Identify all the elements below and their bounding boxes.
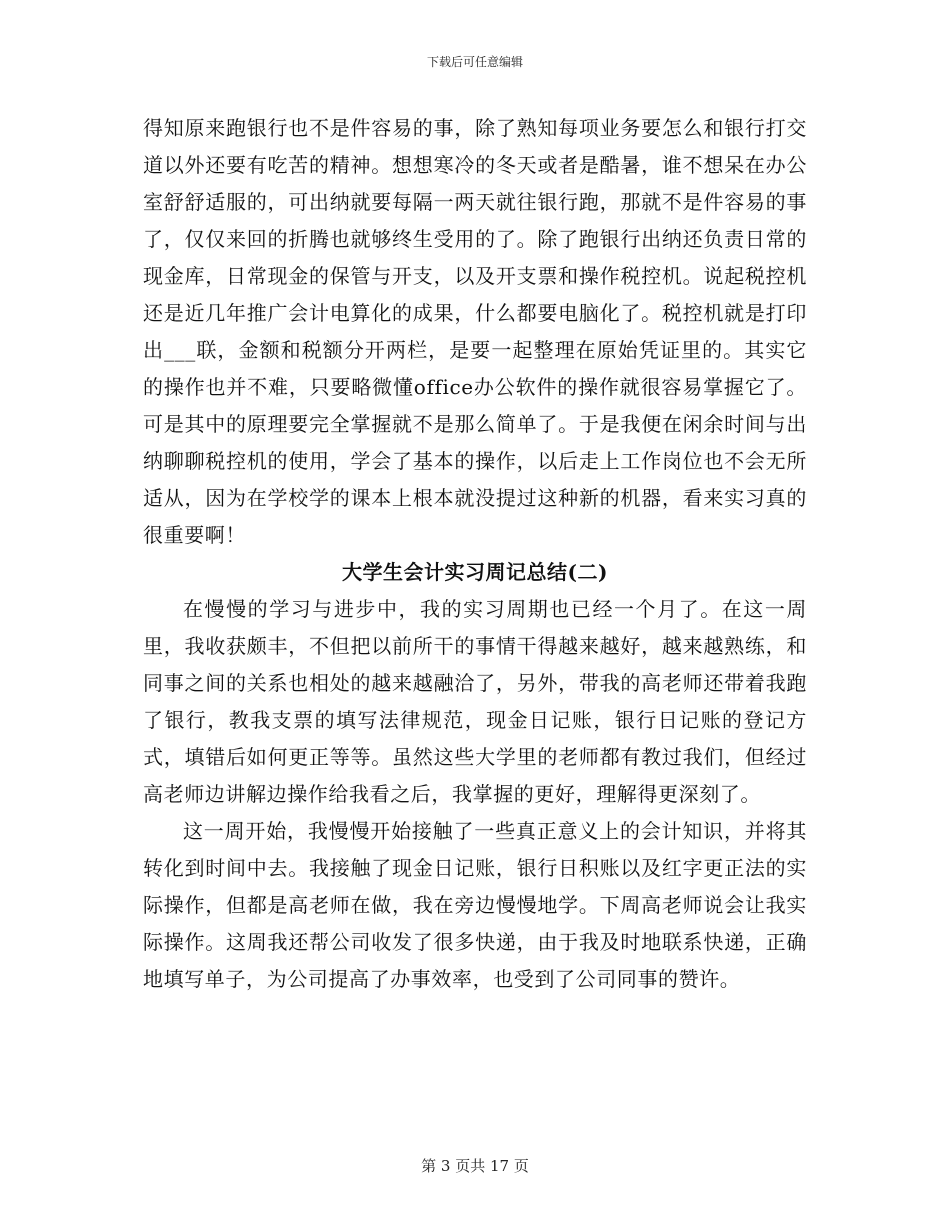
page-header: 下载后可任意编辑 xyxy=(426,55,523,69)
paragraph-continuation: 得知原来跑银行也不是件容易的事，除了熟知每项业务要怎么和银行打交道以外还要有吃苦的精神。想想寒冷的冬天或者是酷暑，谁不想呆在办公室舒舒适服的，可出纳就要每隔一两天就往银行跑，那就不是件容易的事了，仅仅来回的折腾也就够终生受用的了。除了跑银行出纳还负责日常的现金库，日常现金的保管与开支，以及开支票和操作税控机。说起税控机还是近几年推广会计电算化的成果，什么都要电脑化了。税控机就是打印出___联，金额和税额分开两栏，是要一起整理在原始凭证里的。其实它的操作也并不难，只要略微懂office办公软件的操作就很容易掌握它了。可是其中的原理要完全掌握就不是那么简单了。于是我便在闲余时间与出纳聊聊税控机的使用，学会了基本的操作，以后走上工作岗位也不会无所适从，因为在学校学的课本上根本就没提过这种新的机器，看来实习真的很重要啊！ xyxy=(143,116,807,547)
paragraph: 这一周开始，我慢慢开始接触了一些真正意义上的会计知识，并将其转化到时间中去。我接触了现金日记账，银行日积账以及红字更正法的实际操作，但都是高老师在做，我在旁边慢慢地学。下周高老师说会让我实际操作。这周我还帮公司收发了很多快递，由于我及时地联系快递，正确地填写单子，为公司提高了办事效率，也受到了公司同事的赞许。 xyxy=(143,819,807,991)
section-heading: 大学生会计实习周记总结(二) xyxy=(342,560,608,584)
document-body xyxy=(143,110,807,998)
paragraph: 在慢慢的学习与进步中，我的实习周期也已经一个月了。在这一周里，我收获颇丰，不但把以前所干的事情干得越来越好，越来越熟练，和同事之间的关系也相处的越来越融洽了，另外，带我的高老师还带着我跑了银行，教我支票的填写法律规范，现金日记账，银行日记账的登记方式，填错后如何更正等等。虽然这些大学里的老师都有教过我们，但经过高老师边讲解边操作给我看之后，我掌握的更好，理解得更深刻了。 xyxy=(143,597,807,806)
page-footer: 第 3 页共 17 页 xyxy=(421,1157,529,1175)
